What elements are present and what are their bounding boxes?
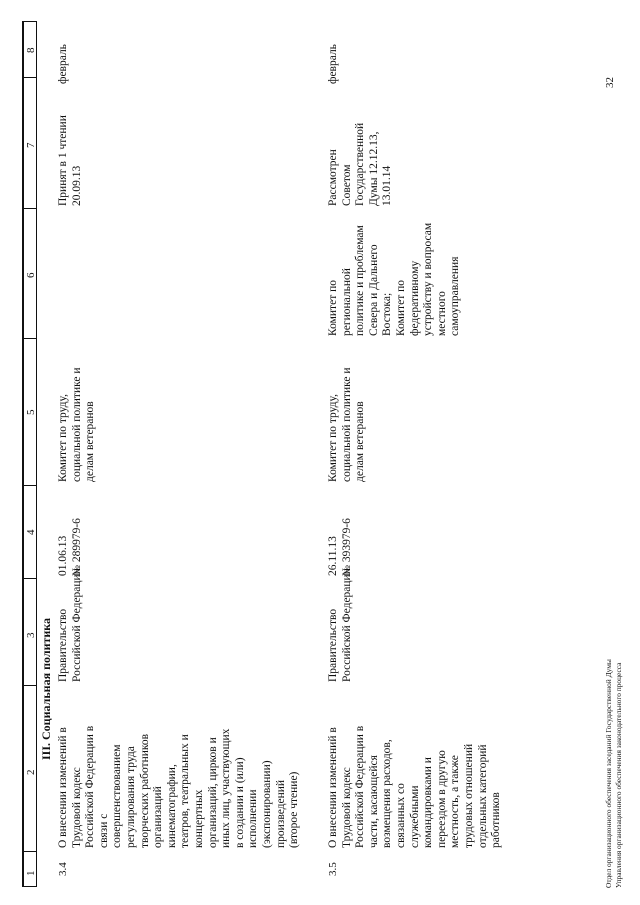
row-3-5-author: Правительство Российской Федерации xyxy=(327,568,353,682)
section-title: III. Социальная политика xyxy=(39,617,53,760)
row-3-4-month: февраль xyxy=(57,44,69,84)
row-3-5-registration: 26.11.13 № 393979-6 xyxy=(327,518,353,576)
row-3-4-registration: 01.06.13 № 289979-6 xyxy=(57,518,83,576)
footer-line-2: Управления организационного обеспечения законодательного процесса xyxy=(614,662,623,888)
row-3-5-committee: Комитет по труду, социальной политике и делам ветеранов xyxy=(327,367,367,482)
col-divider-7-8 xyxy=(22,77,37,78)
col-divider-5-6 xyxy=(22,338,37,339)
col-header-8: 8 xyxy=(25,47,37,53)
row-3-4-status: Принят в 1 чтении 20.09.13 xyxy=(57,115,83,206)
col-header-7: 7 xyxy=(25,142,37,148)
row-3-5-co-committee: Комитет по региональной политике и проблемам Севера и Дальнего Востока; Комитет по федеративному устройству и вопросам местного самоуправления xyxy=(327,222,462,336)
header-border-left xyxy=(22,886,37,887)
row-3-5-title: О внесении изменений в Трудовой кодекс Российской Федерации в части, касающейся возмещения расходов, связанных со служебными командировками и переездом в другую местность, а также трудовых отношений отдельных категорий работников xyxy=(327,725,503,848)
col-header-5: 5 xyxy=(25,409,37,415)
header-border-top xyxy=(22,21,24,887)
row-3-5-number: 3.5 xyxy=(327,862,339,876)
col-divider-1-2 xyxy=(22,851,37,852)
header-border-bottom xyxy=(36,21,37,887)
col-header-3: 3 xyxy=(25,632,37,638)
header-border-right xyxy=(22,21,37,22)
row-3-4-number: 3.4 xyxy=(57,862,69,876)
row-3-5-status: Рассмотрен Советом Государственной Думы 12.12.13, 13.01.14 xyxy=(327,122,394,206)
row-3-4-author: Правительство Российской Федерации xyxy=(57,568,83,682)
col-header-6: 6 xyxy=(25,272,37,278)
col-header-2: 2 xyxy=(25,769,37,775)
col-header-1: 1 xyxy=(25,870,37,876)
col-divider-4-5 xyxy=(22,485,37,486)
page-number: 32 xyxy=(604,77,616,88)
footer-line-1: Отдел организационного обеспечения заседаний Государственной Думы xyxy=(604,659,613,888)
row-3-5-month: февраль xyxy=(327,44,339,84)
row-3-4-title: О внесении изменений в Трудовой кодекс Российской Федерации в связи с совершенствованием регулирования труда творческих работников организаций кинематографии, театров, театральных и концертных организаций, цирков и иных лиц, участвующих в создании и (или) исполнении (экспонировании) произведений (второе чтение) xyxy=(57,725,301,848)
col-header-4: 4 xyxy=(25,529,37,535)
col-divider-6-7 xyxy=(22,208,37,209)
col-divider-3-4 xyxy=(22,578,37,579)
col-divider-2-3 xyxy=(22,685,37,686)
row-3-4-committee: Комитет по труду, социальной политике и делам ветеранов xyxy=(57,367,97,482)
